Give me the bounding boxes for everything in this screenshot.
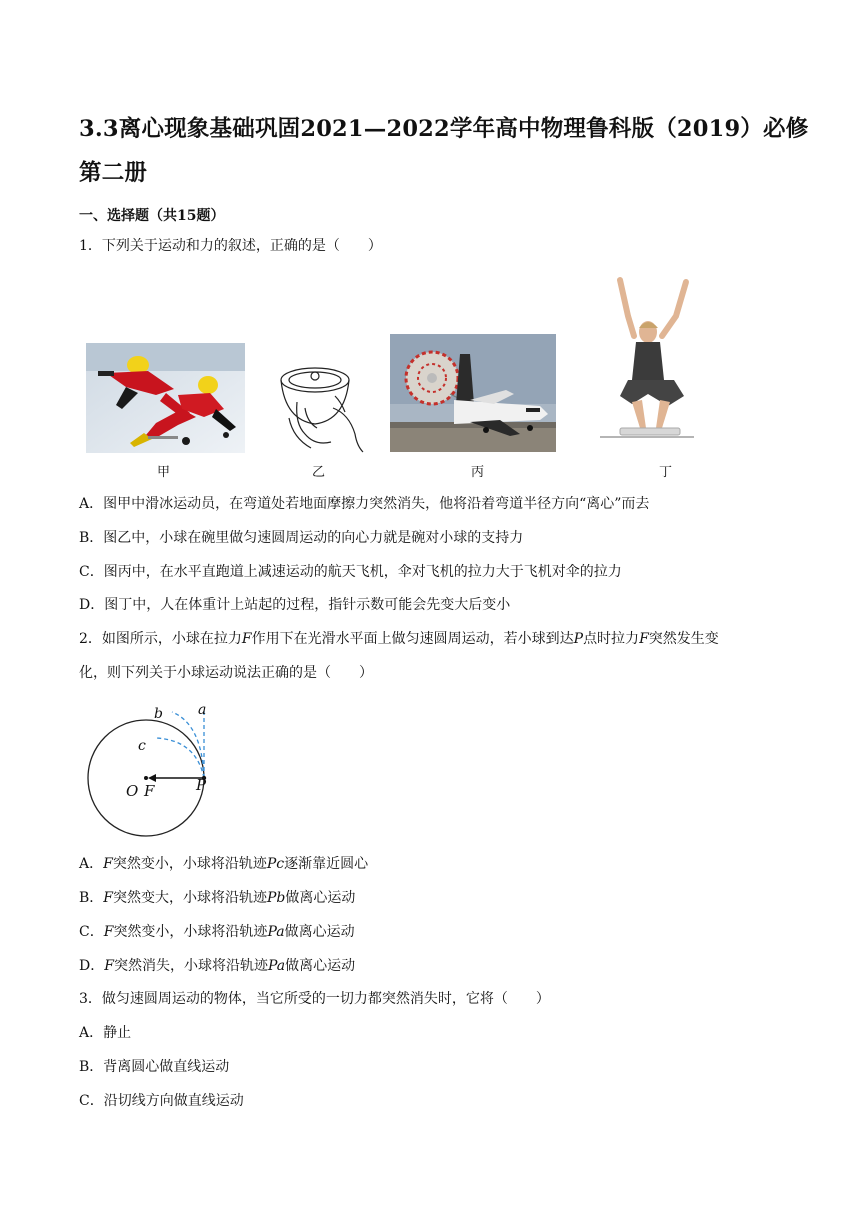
question-1-option-a: A．图甲中滑冰运动员，在弯道处若地面摩擦力突然消失，他将沿着弯道半径方向“离心”而去 (79, 496, 650, 512)
question-1-stem: 1．下列关于运动和力的叙述，正确的是（ ） (79, 238, 382, 254)
path-b (172, 712, 204, 778)
figure-caption-ding: 丁 (659, 465, 673, 480)
question-2-option-d: D．F突然消失，小球将沿轨迹Pa做离心运动 (79, 958, 356, 974)
question-3-option-a: A．静止 (79, 1025, 132, 1041)
label-p: P (196, 776, 207, 794)
question-2-stem-continued: 化，则下列关于小球运动说法正确的是（ ） (79, 665, 373, 681)
label-o: O (126, 782, 139, 800)
question-3-option-c: C．沿切线方向做直线运动 (79, 1093, 244, 1109)
circular-motion-diagram (76, 694, 226, 840)
label-b: b (154, 706, 163, 722)
question-2-option-a: A．F突然变小，小球将沿轨迹Pc逐渐靠近圆心 (79, 856, 369, 872)
page-title: 3.3离心现象基础巩固2021—2022学年高中物理鲁科版（2019）必修 (79, 116, 809, 142)
figure-caption-jia: 甲 (157, 465, 171, 480)
question-1-option-c: C．图丙中，在水平直跑道上减速运动的航天飞机，伞对飞机的拉力大于飞机对伞的拉力 (79, 564, 622, 580)
label-f: F (144, 782, 155, 800)
section-heading: 一、选择题（共15题） (79, 208, 225, 224)
bowl-ball-drawing (275, 362, 367, 454)
question-1-option-d: D．图丁中，人在体重计上站起的过程，指针示数可能会先变大后变小 (79, 597, 511, 613)
question-2-option-b: B．F突然变大，小球将沿轨迹Pb做离心运动 (79, 890, 356, 906)
figure-caption-bing: 丙 (471, 465, 485, 480)
page-title-continued: 第二册 (79, 160, 148, 186)
label-c: c (138, 738, 146, 754)
person-on-scale-photo (598, 276, 696, 442)
question-1-option-b: B．图乙中，小球在碗里做匀速圆周运动的向心力就是碗对小球的支持力 (79, 530, 524, 546)
question-3-stem: 3．做匀速圆周运动的物体，当它所受的一切力都突然消失时，它将（ ） (79, 991, 550, 1007)
label-a: a (198, 702, 207, 718)
center-point (144, 776, 148, 780)
question-3-option-b: B．背离圆心做直线运动 (79, 1059, 230, 1075)
space-shuttle-photo (390, 334, 556, 452)
question-2-stem: 2．如图所示，小球在拉力F作用下在光滑水平面上做匀速圆周运动，若小球到达P点时拉力F突然发生变 (79, 631, 719, 647)
speed-skaters-photo (86, 343, 245, 453)
figure-caption-yi: 乙 (312, 465, 326, 480)
path-c (156, 738, 204, 778)
force-arrowhead (148, 774, 156, 782)
question-2-option-c: C．F突然变小，小球将沿轨迹Pa做离心运动 (79, 924, 355, 940)
